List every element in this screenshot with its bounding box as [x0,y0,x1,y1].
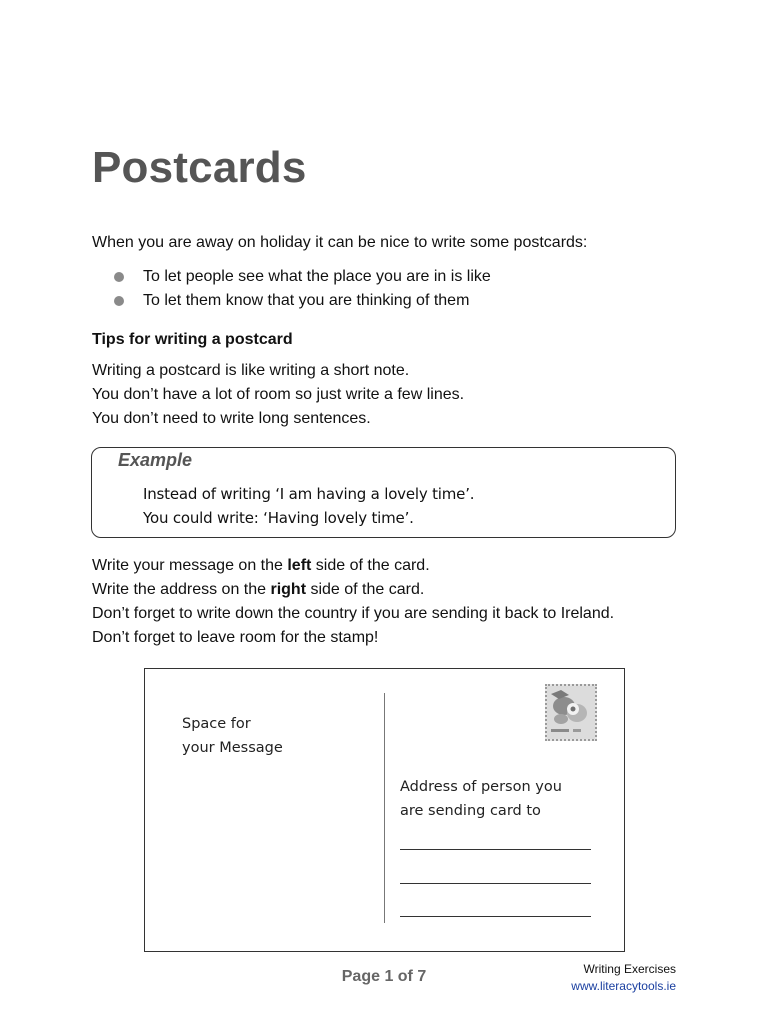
footer-title: Writing Exercises [583,962,676,976]
instruction-emphasis: left [287,557,312,574]
instruction-line [92,578,614,602]
list-item [114,289,491,313]
message-area-label [182,712,283,760]
stamp-image [547,686,595,739]
message-label-line: your Message [182,740,283,756]
instruction-text: side of the card. [306,581,425,598]
footer [571,961,676,995]
address-label-line: Address of person you [400,779,562,795]
example-label: Example [118,450,193,470]
list-item [114,265,491,289]
tips-line: Writing a postcard is like writing a short note. [92,362,410,379]
instruction-emphasis: right [270,581,307,598]
address-write-line [400,849,591,850]
list-item-text: To let people see what the place you are in is like [143,268,491,285]
instruction-text: Write your message on the [92,557,288,574]
tips-paragraph [92,359,464,431]
page-title: Postcards [92,143,307,192]
example-line: You could write: ‘Having lovely time’. [143,509,414,527]
intro-text: When you are away on holiday it can be nice to write some postcards: [92,234,588,251]
footer-link[interactable]: www.literacytools.ie [571,979,676,993]
page-number: Page 1 of 7 [341,968,427,985]
tips-heading: Tips for writing a postcard [92,331,293,348]
example-box [91,447,676,538]
instruction-line: Don’t forget to leave room for the stamp! [92,629,379,646]
instruction-line [92,554,614,578]
example-line: Instead of writing ‘I am having a lovely time’. [143,485,475,503]
address-write-line [400,883,591,884]
postcard-divider [384,693,385,923]
postcard-template [144,668,625,952]
message-label-line: Space for [182,716,251,732]
instructions-paragraph [92,554,614,650]
tips-line: You don’t have a lot of room so just write a few lines. [92,386,465,403]
address-label-line: are sending card to [400,803,541,819]
stamp-icon [545,684,597,741]
tips-line: You don’t need to write long sentences. [92,410,371,427]
reasons-list [114,265,491,313]
instruction-line: Don’t forget to write down the country if you are sending it back to Ireland. [92,605,615,622]
instruction-text: side of the card. [311,557,430,574]
bullet-icon [114,296,124,306]
address-write-line [400,916,591,917]
address-area-label [400,775,562,823]
instruction-text: Write the address on the [92,581,271,598]
list-item-text: To let them know that you are thinking of them [143,292,470,309]
bullet-icon [114,272,124,282]
example-text [143,482,474,530]
